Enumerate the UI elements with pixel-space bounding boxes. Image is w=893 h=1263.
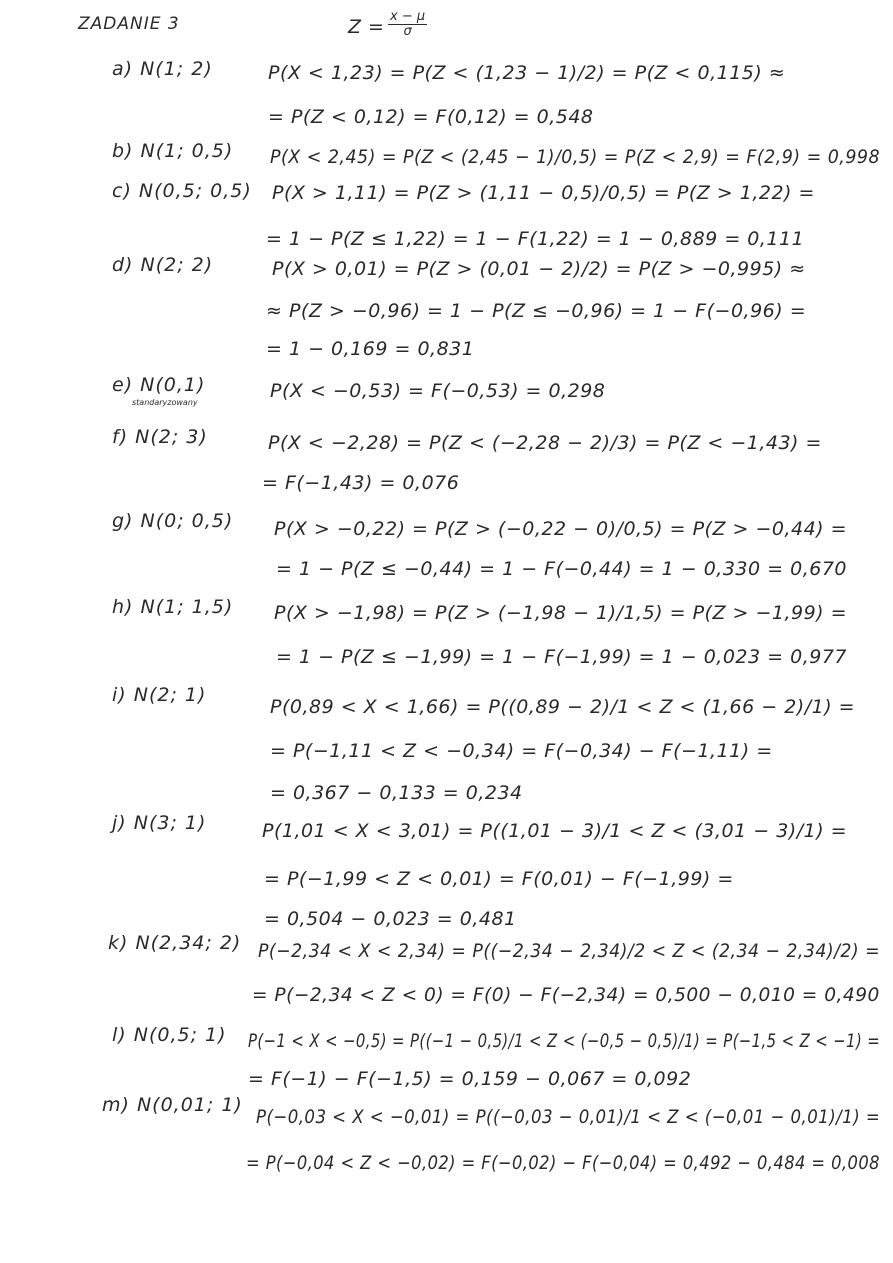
problem-line: P(−0,03 < X < −0,01) = P((−0,03 − 0,01)/1 < Z < (−0,01 − 0,01)/1) = <box>256 1106 881 1128</box>
formula-fraction <box>388 10 427 38</box>
problem-line: = 0,504 − 0,023 = 0,481 <box>264 908 517 930</box>
problem-line: P(X < 2,45) = P(Z < (2,45 − 1)/0,5) = P(Z < 2,9) = F(2,9) = 0,998 <box>270 146 881 168</box>
problem-label: i) N(2; 1) <box>112 684 207 706</box>
problem-label: l) N(0,5; 1) <box>112 1024 227 1046</box>
problem-label: j) N(3; 1) <box>112 812 207 834</box>
problem-line: = P(−1,11 < Z < −0,34) = F(−0,34) − F(−1,11) = <box>270 740 773 762</box>
problem-line: P(X > 0,01) = P(Z > (0,01 − 2)/2) = P(Z > −0,995) ≈ <box>272 258 806 280</box>
problem-label: m) N(0,01; 1) <box>102 1094 243 1116</box>
formula-numerator: x − μ <box>390 9 426 24</box>
problem-label: d) N(2; 2) <box>112 254 214 276</box>
formula-lhs: Z = <box>348 16 385 38</box>
problem-note: standaryzowany <box>132 398 198 407</box>
problem-line: P(0,89 < X < 1,66) = P((0,89 − 2)/1 < Z < (1,66 − 2)/1) = <box>270 696 856 718</box>
problem-label: e) N(0,1) <box>112 374 206 396</box>
problem-line: = P(Z < 0,12) = F(0,12) = 0,548 <box>268 106 594 128</box>
problem-line: = 1 − P(Z ≤ 1,22) = 1 − F(1,22) = 1 − 0,889 = 0,111 <box>266 228 805 250</box>
problem-line: P(X > −0,22) = P(Z > (−0,22 − 0)/0,5) = P(Z > −0,44) = <box>274 518 848 540</box>
problem-line: = F(−1) − F(−1,5) = 0,159 − 0,067 = 0,092 <box>248 1068 692 1090</box>
page-title: ZADANIE 3 <box>78 14 180 34</box>
problem-label: g) N(0; 0,5) <box>112 510 234 532</box>
problem-line: P(X > −1,98) = P(Z > (−1,98 − 1)/1,5) = P(Z > −1,99) = <box>274 602 848 624</box>
problem-line: P(X < −0,53) = F(−0,53) = 0,298 <box>270 380 606 402</box>
problem-line: P(1,01 < X < 3,01) = P((1,01 − 3)/1 < Z < (3,01 − 3)/1) = <box>262 820 848 842</box>
problem-label: k) N(2,34; 2) <box>108 932 242 954</box>
formula-denominator: σ <box>403 24 412 39</box>
problem-label: f) N(2; 3) <box>112 426 208 448</box>
problem-line: P(−1 < X < −0,5) = P((−1 − 0,5)/1 < Z < (−0,5 − 0,5)/1) = P(−1,5 < Z < −1) = <box>248 1030 881 1052</box>
problem-label: c) N(0,5; 0,5) <box>112 180 252 202</box>
problem-line: = P(−2,34 < Z < 0) = F(0) − F(−2,34) = 0,500 − 0,010 = 0,490 <box>252 984 880 1006</box>
problem-line: P(X < −2,28) = P(Z < (−2,28 − 2)/3) = P(Z < −1,43) = <box>268 432 822 454</box>
problem-label: a) N(1; 2) <box>112 58 213 80</box>
problem-line: ≈ P(Z > −0,96) = 1 − P(Z ≤ −0,96) = 1 − F(−0,96) = <box>266 300 807 322</box>
problem-line: = P(−1,99 < Z < 0,01) = F(0,01) − F(−1,99) = <box>264 868 734 890</box>
problem-label: b) N(1; 0,5) <box>112 140 234 162</box>
problem-line: P(X > 1,11) = P(Z > (1,11 − 0,5)/0,5) = P(Z > 1,22) = <box>272 182 815 204</box>
problem-line: = P(−0,04 < Z < −0,02) = F(−0,02) − F(−0,04) = 0,492 − 0,484 = 0,008 <box>246 1152 880 1174</box>
problem-label: h) N(1; 1,5) <box>112 596 234 618</box>
problem-line: P(X < 1,23) = P(Z < (1,23 − 1)/2) = P(Z < 0,115) ≈ <box>268 62 786 84</box>
problem-line: = F(−1,43) = 0,076 <box>262 472 460 494</box>
problem-line: = 0,367 − 0,133 = 0,234 <box>270 782 523 804</box>
problem-line: P(−2,34 < X < 2,34) = P((−2,34 − 2,34)/2 < Z < (2,34 − 2,34)/2) = <box>258 940 881 962</box>
problem-line: = 1 − 0,169 = 0,831 <box>266 338 475 360</box>
problem-line: = 1 − P(Z ≤ −0,44) = 1 − F(−0,44) = 1 − 0,330 = 0,670 <box>276 558 848 580</box>
problem-line: = 1 − P(Z ≤ −1,99) = 1 − F(−1,99) = 1 − 0,023 = 0,977 <box>276 646 848 668</box>
